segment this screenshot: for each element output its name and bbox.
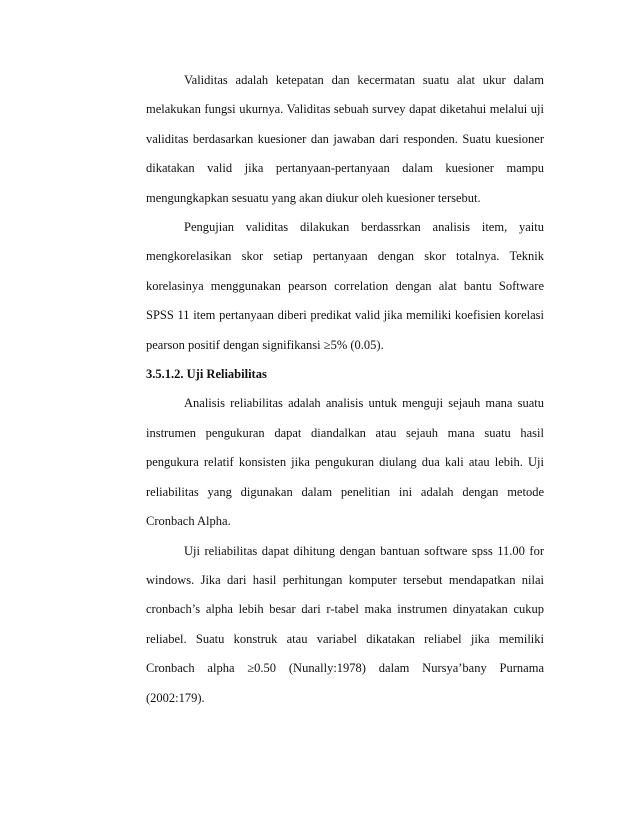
- paragraph-reliability-analysis: Analisis reliabilitas adalah analisis untuk menguji sejauh mana suatu instrumen pengukuran dapat diandalkan atau sejauh mana suatu hasil pengukura relatif konsisten jika pengukuran diulang dua kali atau lebih. Uji reliabilitas yang digunakan dalam penelitian ini adalah dengan metode Cronbach Alpha.: [146, 396, 544, 529]
- section-heading: 3.5.1.2. Uji Reliabilitas: [146, 367, 267, 382]
- page-body: [146, 66, 544, 713]
- paragraph-reliability-test: Uji reliabilitas dapat dihitung dengan bantuan software spss 11.00 for windows. Jika dari hasil perhitungan komputer tersebut mendapatkan nilai cronbach’s alpha lebih besar dari r-tabel maka instrumen dinyatakan cukup reliabel. Suatu konstruk atau variabel dikatakan reliabel jika memiliki Cronbach alpha ≥0.50 (Nunally:1978) dalam Nursya’bany Purnama (2002:179).: [146, 543, 544, 705]
- paragraph-validity-definition: Validitas adalah ketepatan dan kecermatan suatu alat ukur dalam melakukan fungsi ukurnya. Validitas sebuah survey dapat diketahui melalui uji validitas berdasarkan kuesioner dan jawaban dari responden. Suatu kuesioner dikatakan valid jika pertanyaan-pertanyaan dalam kuesioner mampu mengungkapkan sesuatu yang akan diukur oleh kuesioner tersebut.: [146, 73, 544, 205]
- paragraph-validity-test: Pengujian validitas dilakukan berdassrkan analisis item, yaitu mengkorelasikan skor setiap pertanyaan dengan skor totalnya. Teknik korelasinya menggunakan pearson correlation dengan alat bantu Software SPSS 11 item pertanyaan diberi predikat valid jika memiliki koefisien korelasi pearson positif dengan signifikansi ≥5% (0.05).: [146, 220, 544, 352]
